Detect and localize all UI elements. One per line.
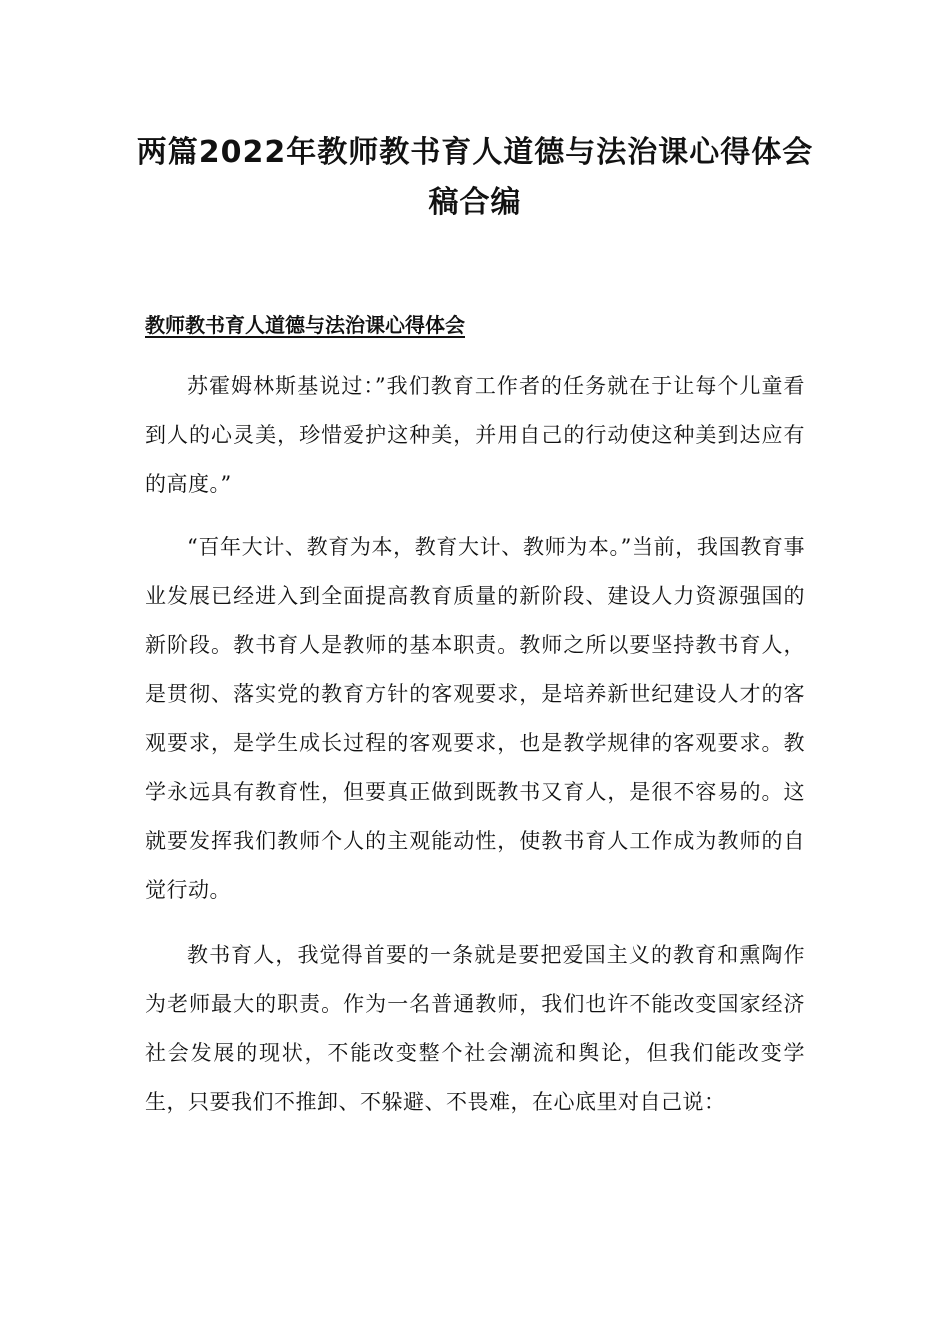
- document-title: 两篇2022年教师教书育人道德与法治课心得体会稿合编: [136, 135, 814, 220]
- paragraph-1: 苏霍姆林斯基说过：”我们教育工作者的任务就在于让每个儿童看到人的心灵美，珍惜爱护这种美，并用自己的行动使这种美到达应有的高度。”: [145, 374, 805, 496]
- section-heading: 教师教书育人道德与法治课心得体会: [145, 313, 465, 337]
- paragraph-3: 教书育人，我觉得首要的一条就是要把爱国主义的教育和熏陶作为老师最大的职责。作为一名普通教师，我们也许不能改变国家经济社会发展的现状，不能改变整个社会潮流和舆论，但我们能改变学生，只要我们不推卸、不躲避、不畏难，在心底里对自己说：: [145, 943, 805, 1114]
- paragraph-2: “百年大计、教育为本，教育大计、教师为本。”当前，我国教育事业发展已经进入到全面提高教育质量的新阶段、建设人力资源强国的新阶段。教书育人是教师的基本职责。教师之所以要坚持教书育人，是贯彻、落实党的教育方针的客观要求，是培养新世纪建设人才的客观要求，是学生成长过程的客观要求，也是教学规律的客观要求。教学永远具有教育性，但要真正做到既教书又育人，是很不容易的。这就要发挥我们教师个人的主观能动性，使教书育人工作成为教师的自觉行动。: [145, 535, 805, 902]
